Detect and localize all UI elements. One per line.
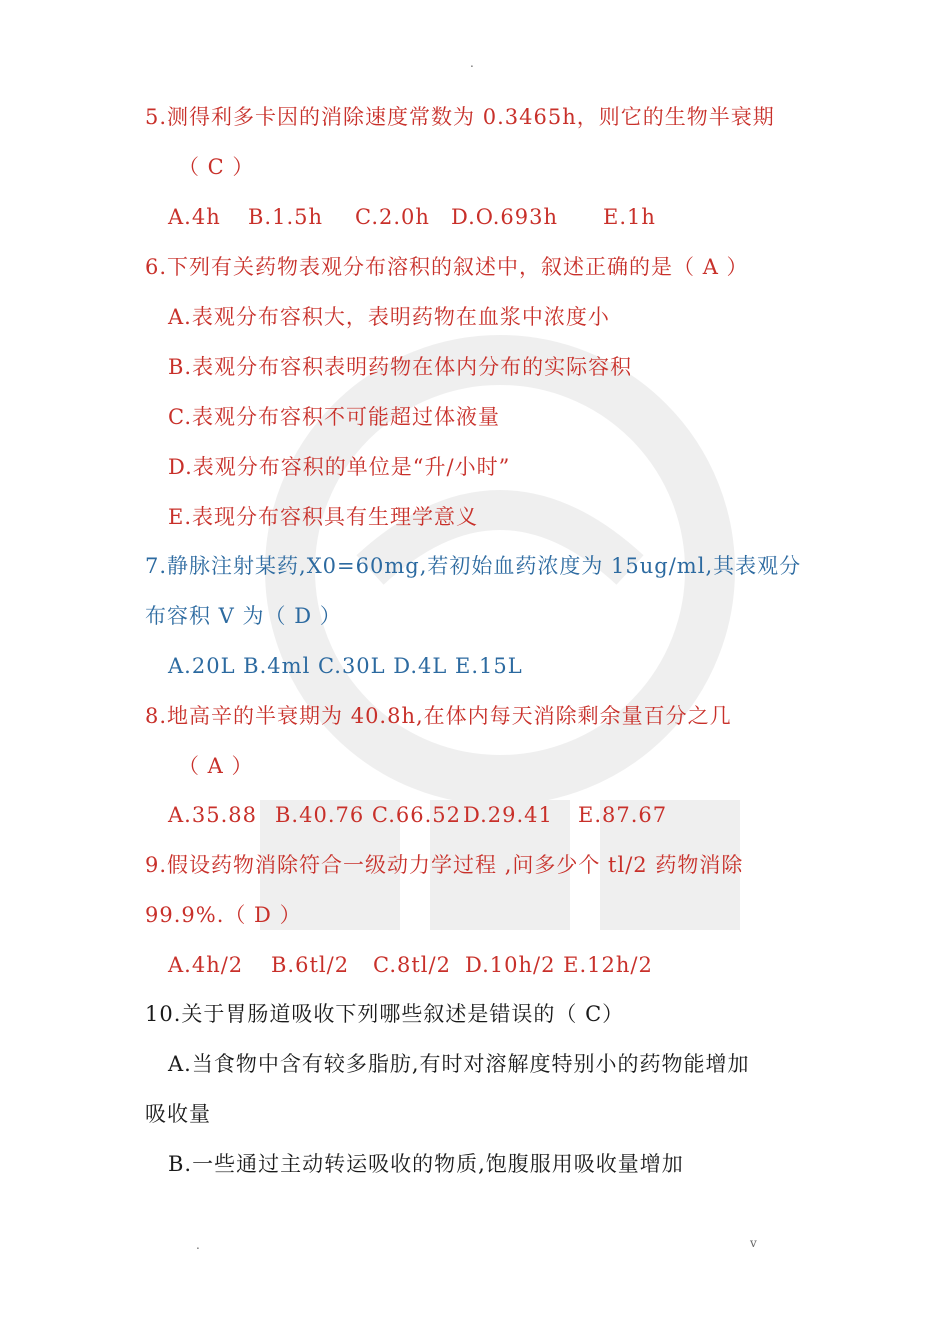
q5-option-b: B.1.5h: [248, 205, 324, 229]
q5-option-e: E.1h: [603, 205, 656, 229]
q8-stem: 8.地高辛的半衰期为 40.8h,在体内每天消除剩余量百分之几: [145, 704, 732, 728]
q7-options: A.20L B.4ml C.30L D.4L E.15L: [168, 654, 523, 678]
q5-option-c: C.2.0h: [355, 205, 430, 229]
q6-option-c: C.表观分布容积不可能超过体液量: [168, 405, 500, 429]
q10-option-a-line2: 吸收量: [145, 1102, 211, 1126]
q10-option-b: B.一些通过主动转运吸收的物质,饱腹服用吸收量增加: [168, 1152, 684, 1176]
q7-stem-line2: 布容积 V 为（ D ）: [145, 604, 342, 628]
q5-stem: 5.测得利多卡因的消除速度常数为 0.3465h，则它的生物半衰期: [145, 105, 775, 129]
q5-options: [168, 202, 656, 232]
q9-option-a: A.4h/2: [168, 953, 244, 977]
q5-answer: （ C ）: [178, 155, 255, 179]
q9-options: [168, 950, 653, 980]
q9-option-de: D.10h/2 E.12h/2: [465, 953, 653, 977]
q6-stem: 6.下列有关药物表观分布溶积的叙述中，叙述正确的是（ A ）: [145, 255, 749, 279]
q8-options: [168, 800, 667, 830]
q8-answer: （ A ）: [178, 754, 254, 778]
q9-option-c: C.8tl/2: [373, 953, 451, 977]
q10-option-a-line1: A.当食物中含有较多脂肪,有时对溶解度特别小的药物能增加: [168, 1052, 750, 1076]
q7-stem-line1: 7.静脉注射某药,X0=60mg,若初始血药浓度为 15ug/ml,其表观分: [145, 554, 802, 578]
q5-option-a: A.4h: [168, 205, 221, 229]
q8-option-e: E.87.67: [578, 803, 668, 827]
bottom-left-mark: .: [196, 1238, 200, 1252]
q9-option-b: B.6tl/2: [271, 953, 350, 977]
q8-option-bc: B.40.76 C.66.52: [275, 803, 462, 827]
q9-stem-line2: 99.9%.（ D ）: [145, 903, 302, 927]
q6-option-e: E.表现分布容积具有生理学意义: [168, 505, 479, 529]
q6-option-b: B.表观分布容积表明药物在体内分布的实际容积: [168, 355, 633, 379]
q8-option-a: A.35.88: [168, 803, 257, 827]
q6-option-a: A.表观分布容积大，表明药物在血浆中浓度小: [168, 305, 610, 329]
q5-option-d: D.O.693h: [451, 205, 559, 229]
bottom-right-mark: v: [750, 1236, 757, 1250]
top-mark: .: [470, 56, 474, 70]
q9-stem-line1: 9.假设药物消除符合一级动力学过程 ,问多少个 tl/2 药物消除: [145, 853, 744, 877]
q6-option-d: D.表观分布容积的单位是“升/小时”: [168, 455, 511, 479]
q10-stem: 10.关于胃肠道吸收下列哪些叙述是错误的（ C）: [145, 1002, 625, 1026]
q8-option-d: D.29.41: [463, 803, 553, 827]
